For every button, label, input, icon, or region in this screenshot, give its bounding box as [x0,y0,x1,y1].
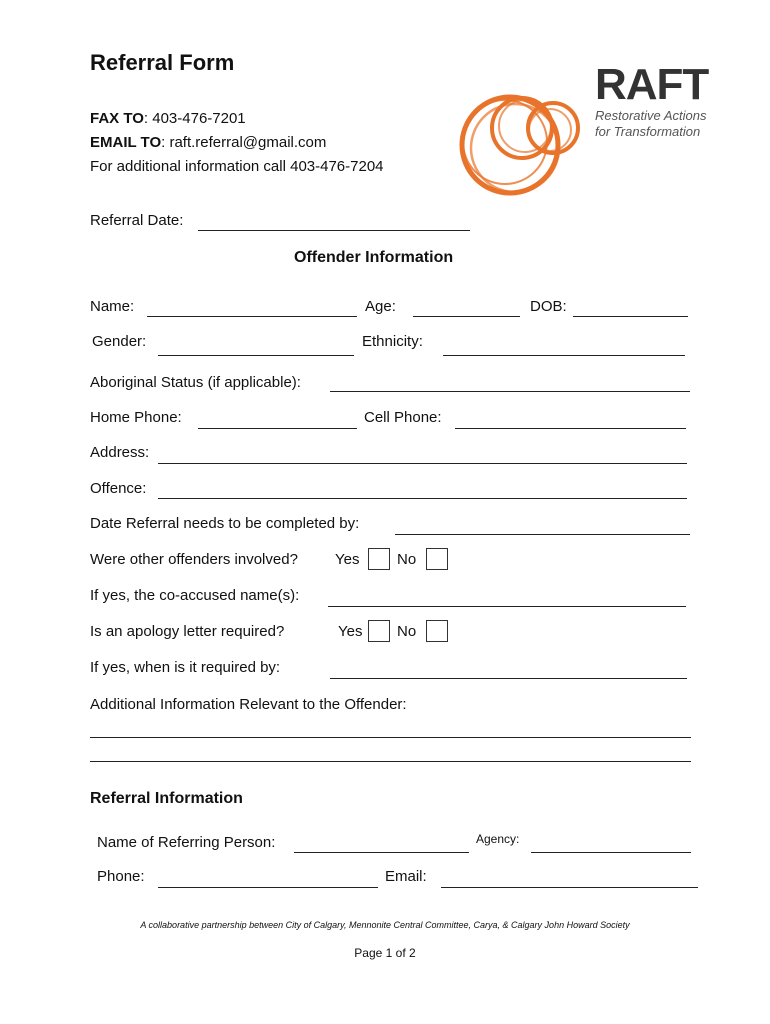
agency-label: Agency: [476,832,520,846]
when-required-label: If yes, when is it required by: [90,659,281,676]
date-completed-field[interactable] [395,534,690,535]
form-title: Referral Form [90,50,235,75]
dob-label: DOB: [530,298,567,315]
referring-person-label: Name of Referring Person: [97,834,276,851]
additional-info-line-2[interactable] [90,761,691,762]
partnership-footer: A collaborative partnership between City of Calgary, Mennonite Central Committee, Carya, & Calgary John Howard Society [140,920,630,930]
aboriginal-field[interactable] [330,391,690,392]
ethnicity-field[interactable] [443,355,685,356]
fax-label: FAX TO [90,110,144,127]
page-number: Page 1 of 2 [354,946,416,960]
home-phone-label: Home Phone: [90,409,182,426]
logo-tagline-1: Restorative Actions [595,108,707,123]
apology-no-label: No [397,623,417,640]
logo-name: RAFT [595,60,709,109]
referral-email-label: Email: [385,868,427,885]
gender-field[interactable] [158,355,354,356]
fax-value: : 403-476-7201 [143,110,246,127]
referral-phone-field[interactable] [158,887,378,888]
logo-tagline-2: for Transformation [595,124,701,139]
apology-yes-label: Yes [338,623,363,640]
address-label: Address: [90,444,150,461]
age-field[interactable] [413,316,520,317]
date-completed-label: Date Referral needs to be completed by: [90,515,360,532]
when-required-field[interactable] [330,678,687,679]
referral-date-label: Referral Date: [90,212,184,229]
offence-field[interactable] [158,498,687,499]
referral-heading: Referral Information [90,790,243,807]
age-label: Age: [365,298,396,315]
referral-phone-label: Phone: [97,868,145,885]
coaccused-label: If yes, the co-accused name(s): [90,587,300,604]
ethnicity-label: Ethnicity: [362,333,423,350]
referral-email-field[interactable] [441,887,698,888]
additional-info-label: Additional Information Relevant to the Offender: [90,696,407,713]
referring-person-field[interactable] [294,852,469,853]
other-offenders-no-label: No [397,551,417,568]
home-phone-field[interactable] [198,428,357,429]
address-field[interactable] [158,463,687,464]
dob-field[interactable] [573,316,688,317]
name-label: Name: [90,298,135,315]
offence-label: Offence: [90,480,147,497]
email-value: : raft.referral@gmail.com [161,134,327,151]
apology-yes-checkbox[interactable] [368,620,390,642]
coaccused-field[interactable] [328,606,686,607]
referral-date-field[interactable] [198,230,470,231]
email-line [90,134,326,152]
other-offenders-yes-checkbox[interactable] [368,548,390,570]
other-offenders-yes-label: Yes [335,551,360,568]
fax-line [90,110,246,128]
cell-phone-label: Cell Phone: [364,409,442,426]
cell-phone-field[interactable] [455,428,686,429]
other-offenders-label: Were other offenders involved? [90,551,298,568]
offender-heading: Offender Information [294,249,454,266]
raft-logo-circles [455,50,590,200]
name-field[interactable] [147,316,357,317]
info-line: For additional information call 403-476-7204 [90,158,384,175]
additional-info-line-1[interactable] [90,737,691,738]
email-label: EMAIL TO [90,134,162,151]
apology-no-checkbox[interactable] [426,620,448,642]
other-offenders-no-checkbox[interactable] [426,548,448,570]
gender-label: Gender: [92,333,147,350]
apology-label: Is an apology letter required? [90,623,285,640]
agency-field[interactable] [531,852,691,853]
aboriginal-label: Aboriginal Status (if applicable): [90,374,301,391]
